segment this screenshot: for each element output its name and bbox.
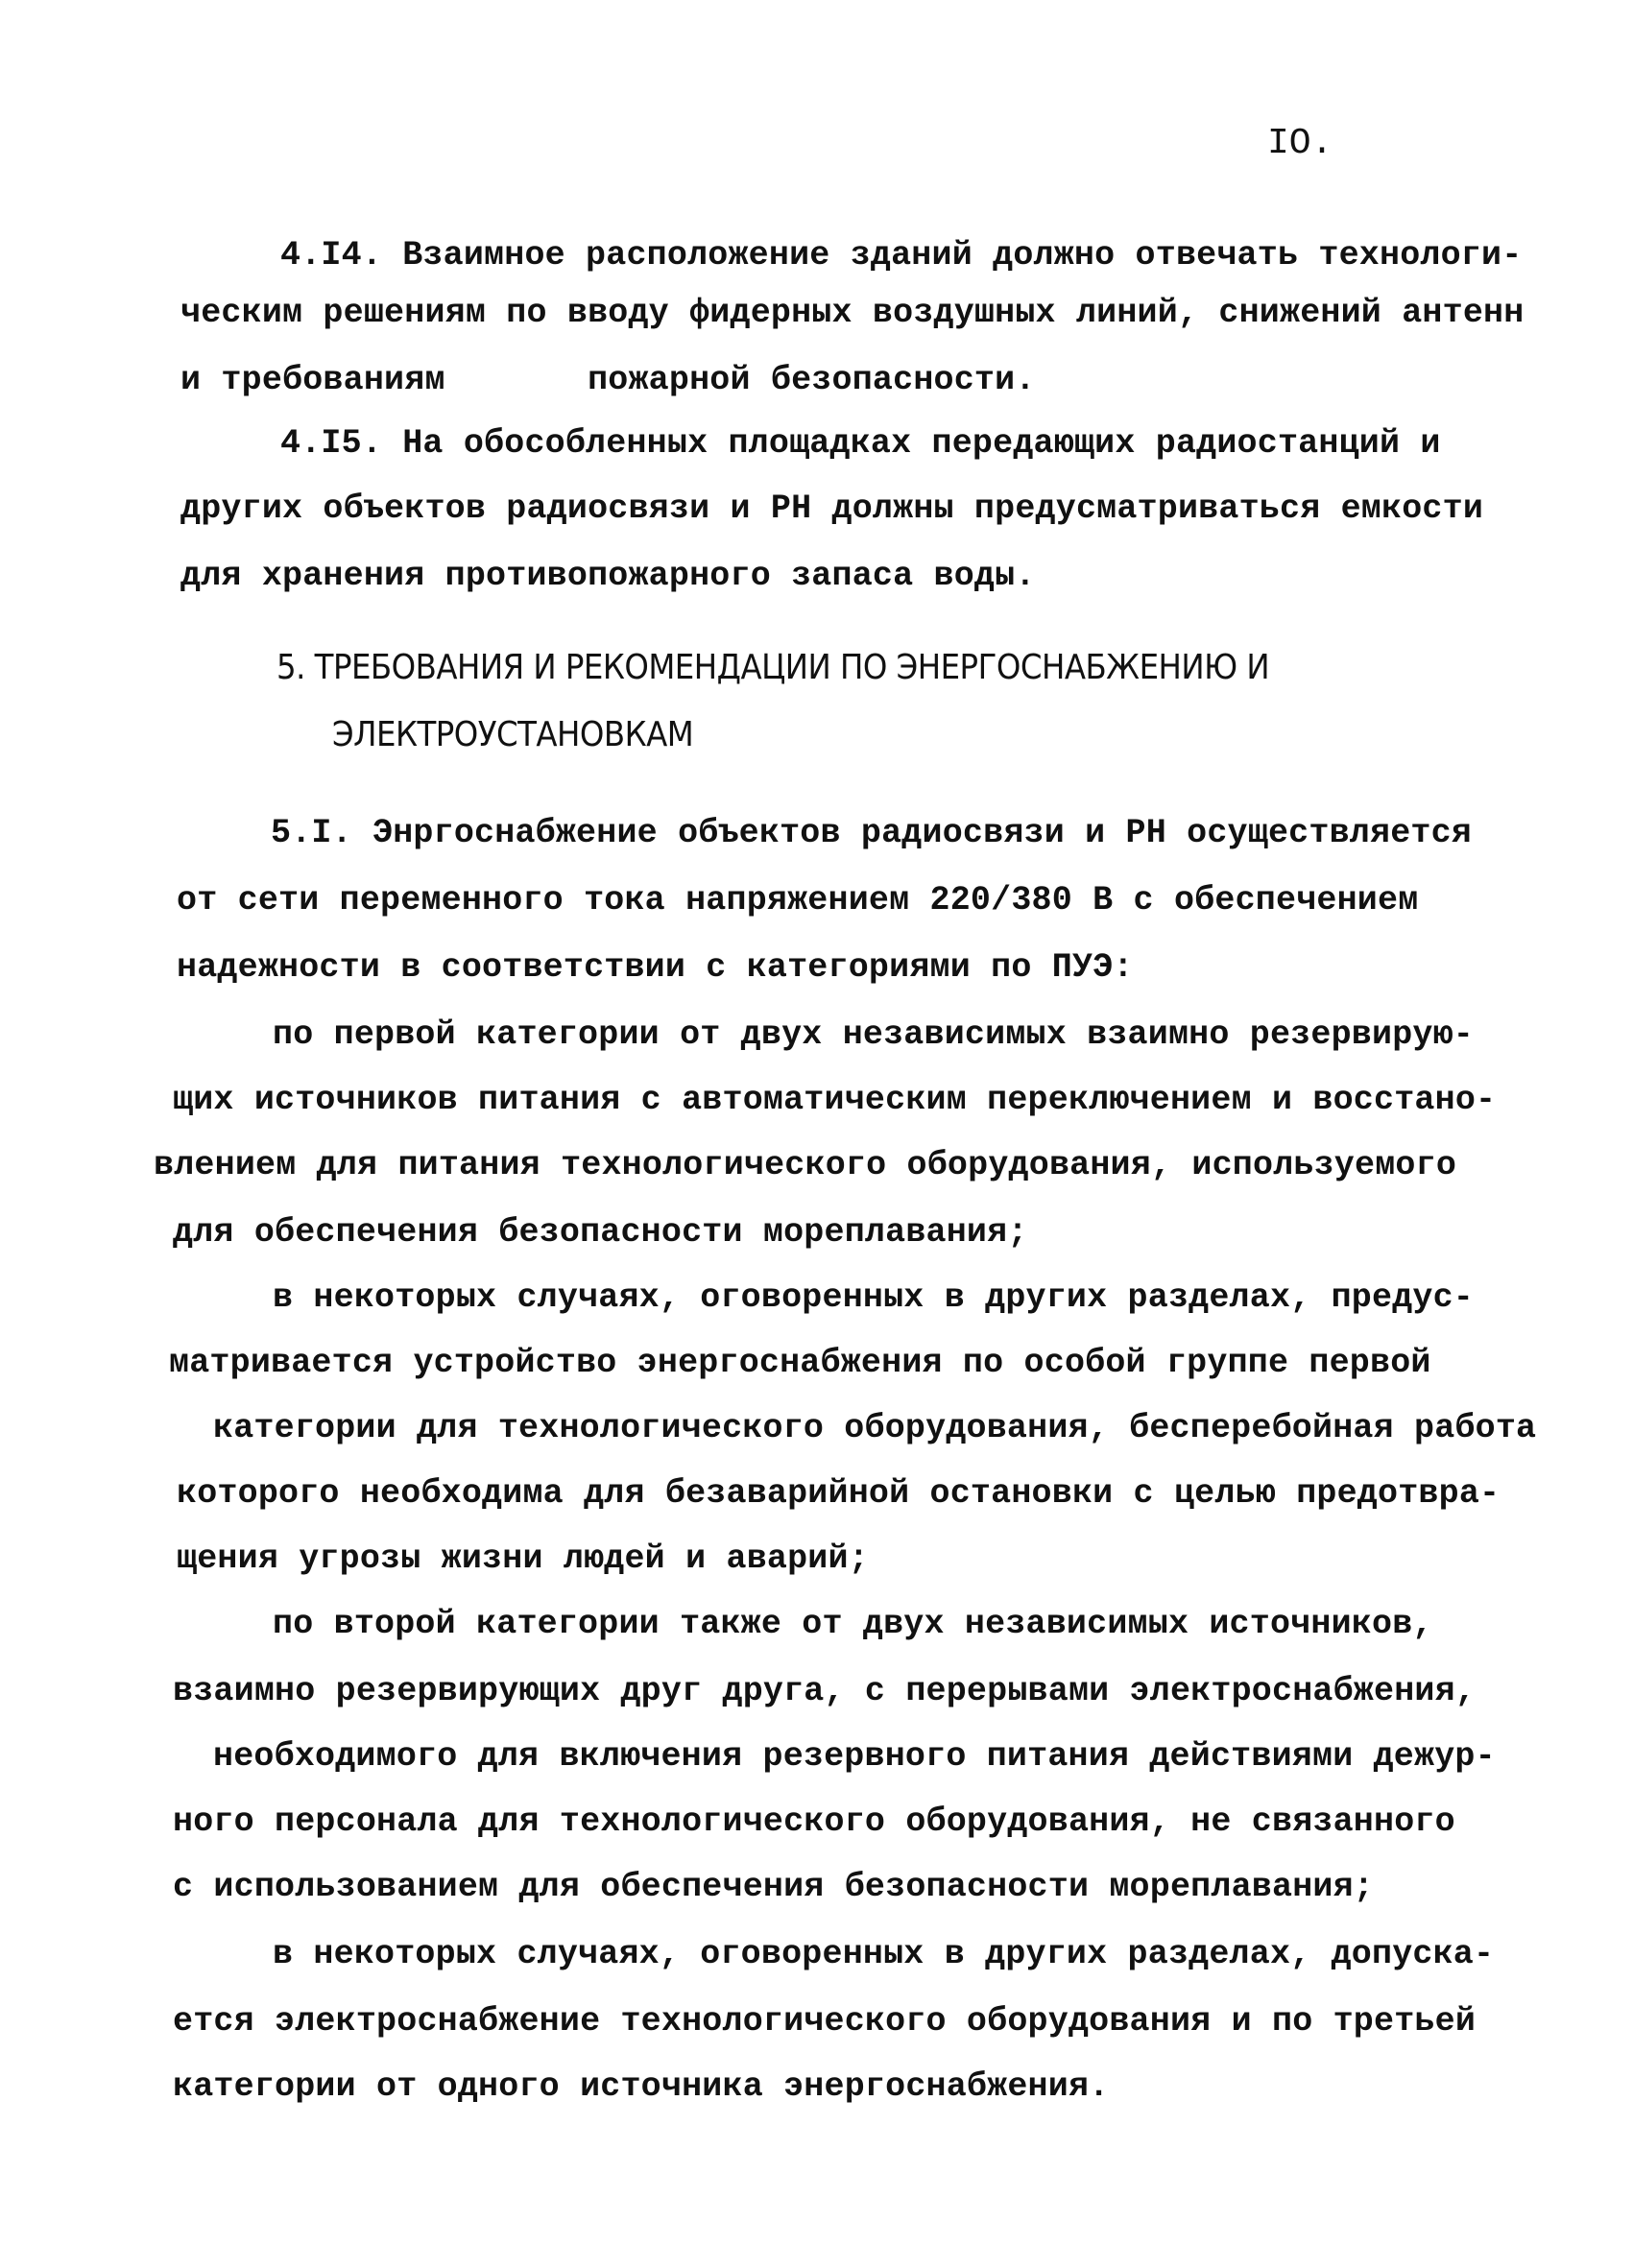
text-line: ется электроснабжение технологического оборудования и по третьей [173, 2002, 1477, 2041]
page-number: IO. [1267, 123, 1333, 164]
text-line: щих источников питания с автоматическим переключением и восстано- [173, 1081, 1497, 1119]
text-line: категории для технологического оборудования, бесперебойная работа [213, 1409, 1537, 1447]
text-line: 4.I5. На обособленных площадках передающих радиостанций и [280, 424, 1441, 463]
text-line: для хранения противопожарного запаса воды. [180, 557, 1036, 595]
section-heading: 5. ТРЕБОВАНИЯ И РЕКОМЕНДАЦИИ ПО ЭНЕРГОСНАБЖЕНИЮ И [276, 648, 1270, 687]
text-line: влением для питания технологического оборудования, используемого [154, 1146, 1457, 1184]
text-line: по первой категории от двух независимых взаимно резервирую- [273, 1015, 1475, 1054]
text-line: с использованием для обеспечения безопасности мореплавания; [173, 1868, 1375, 1906]
text-line: взаимно резервирующих друг друга, с перерывами электроснабжения, [173, 1672, 1477, 1710]
text-line: ного персонала для технологического оборудования, не связанного [173, 1802, 1455, 1841]
text-line: ческим решениям по вводу фидерных воздушных линий, снижений антенн [180, 294, 1525, 332]
text-line: в некоторых случаях, оговоренных в других разделах, допуска- [273, 1935, 1495, 1973]
text-line: которого необходима для безаварийной остановки с целью предотвра- [177, 1474, 1501, 1513]
text-line: надежности в соответствии с категориями по ПУЭ: [177, 948, 1134, 987]
text-line: в некоторых случаях, оговоренных в других разделах, предус- [273, 1278, 1475, 1317]
text-line: от сети переменного тока напряжением 220/380 В с обеспечением [177, 881, 1419, 919]
text-line: по второй категории также от двух независимых источников, [273, 1605, 1433, 1643]
text-line: 5.I. Энргоснабжение объектов радиосвязи и РН осуществляется [271, 814, 1473, 852]
text-line: щения угрозы жизни людей и аварий; [177, 1540, 869, 1578]
text-line: и требованиям пожарной безопасности. [180, 361, 1036, 399]
section-heading: ЭЛЕКТРОУСТАНОВКАМ [332, 715, 694, 754]
text-line: необходимого для включения резервного питания действиями дежур- [213, 1737, 1496, 1776]
text-line: для обеспечения безопасности мореплавания; [173, 1213, 1028, 1252]
text-line: 4.I4. Взаимное расположение зданий должно отвечать технологи- [280, 236, 1523, 275]
text-line: матривается устройство энергоснабжения по особой группе первой [169, 1344, 1431, 1382]
text-line: категории от одного источника энергоснабжения. [173, 2067, 1110, 2106]
text-line: других объектов радиосвязи и РН должны предусматриваться емкости [180, 489, 1484, 528]
